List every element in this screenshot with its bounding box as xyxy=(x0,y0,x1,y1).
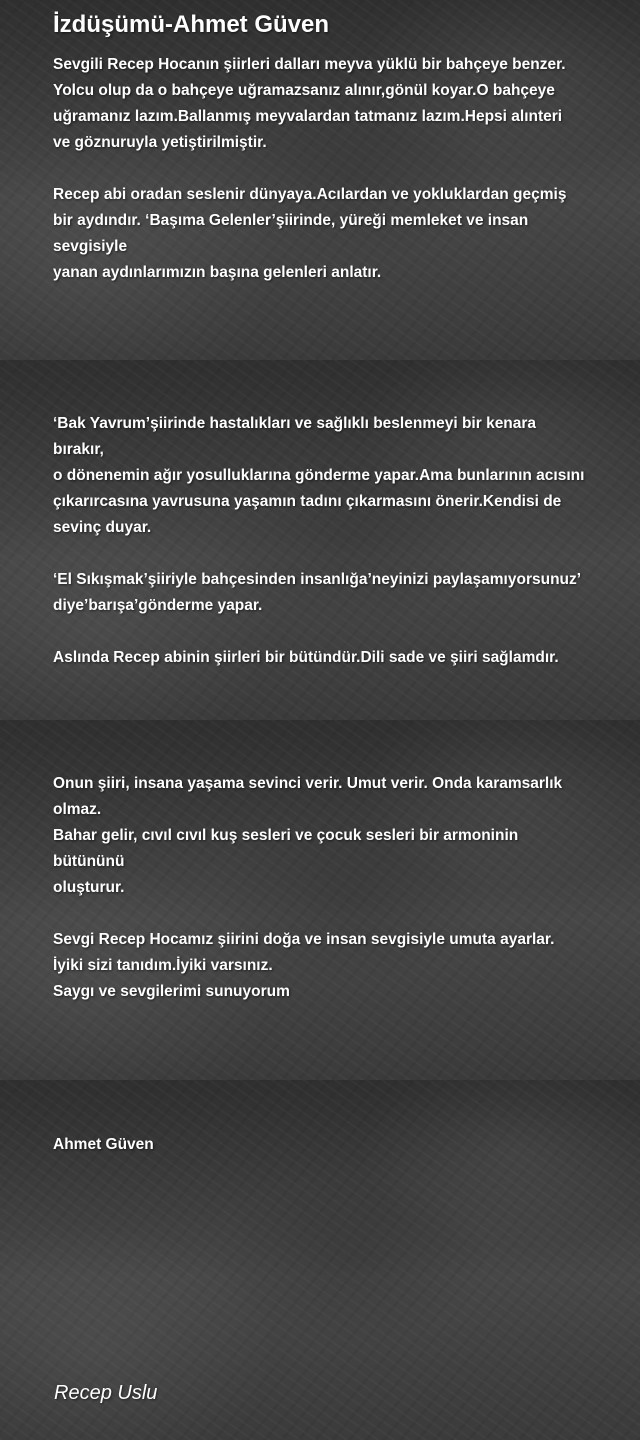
text-panel-3 xyxy=(0,720,640,1080)
text-line: Aslında Recep abinin şiirleri bir bütündür.Dili sade ve şiiri sağlamdır. xyxy=(53,649,559,666)
text-line: o dönenemin ağır yosulluklarına gönderme yapar.Ama bunlarının acısını xyxy=(53,467,585,484)
text-line: ‘El Sıkışmak’şiiriyle bahçesinden insanlığa’neyinizi paylaşamıyorsunuz’ xyxy=(53,571,582,588)
text-line xyxy=(53,901,613,927)
text-line: ve göznuruyla yetiştirilmiştir. xyxy=(53,134,267,151)
text-line: bir aydındır. ‘Başıma Gelenler’şiirinde, yüreği memleket ve insan xyxy=(53,212,529,229)
text-line: uğramanız lazım.Ballanmış meyvalardan tatmanız lazım.Hepsi alınteri xyxy=(53,108,563,125)
text-line: diye’barışa’gönderme yapar. xyxy=(53,597,263,614)
text-line xyxy=(53,541,613,567)
text-line: sevinç duyar. xyxy=(53,519,152,536)
text-line: Saygı ve sevgilerimi sunuyorum xyxy=(53,983,290,1000)
text-line: yanan aydınlarımızın başına gelenleri anlatır. xyxy=(53,264,382,281)
poet-signature: Recep Uslu xyxy=(54,1382,158,1404)
text-line: sevgisiyle xyxy=(53,238,128,255)
text-line: ‘Bak Yavrum’şiirinde hastalıkları ve sağlıklı beslenmeyi bir kenara xyxy=(53,415,537,432)
text-line xyxy=(53,156,613,182)
page-title: İzdüşümü-Ahmet Güven xyxy=(53,11,330,38)
text-line: bütününü xyxy=(53,853,125,870)
author-name: Ahmet Güven xyxy=(53,1136,154,1153)
text-panel-4 xyxy=(0,1080,640,1440)
text-line xyxy=(53,619,613,645)
text-line: Bahar gelir, cıvıl cıvıl kuş sesleri ve çocuk sesleri bir armoninin xyxy=(53,827,519,844)
text-line: İyiki sizi tanıdım.İyiki varsınız. xyxy=(53,957,273,974)
text-line: bırakır, xyxy=(53,441,104,458)
text-line: olmaz. xyxy=(53,801,102,818)
text-line: Onun şiiri, insana yaşama sevinci verir. Umut verir. Onda karamsarlık xyxy=(53,775,563,792)
text-line: Sevgi Recep Hocamız şiirini doğa ve insan sevgisiyle umuta ayarlar. xyxy=(53,931,555,948)
text-line: Recep abi oradan seslenir dünyaya.Acılardan ve yokluklardan geçmiş xyxy=(53,186,567,203)
text-panel-1 xyxy=(0,0,640,360)
text-line: çıkarırcasına yavrusuna yaşamın tadını çıkarmasını önerir.Kendisi de xyxy=(53,493,562,510)
text-line: Sevgili Recep Hocanın şiirleri dalları meyva yüklü bir bahçeye benzer. xyxy=(53,56,566,73)
paragraph-block-1 xyxy=(53,52,613,286)
paragraph-block-3 xyxy=(53,771,613,1005)
text-line: Yolcu olup da o bahçeye uğramazsanız alınır,gönül koyar.O bahçeye xyxy=(53,82,555,99)
paragraph-block-2 xyxy=(53,411,613,671)
text-line: oluşturur. xyxy=(53,879,125,896)
text-panel-2 xyxy=(0,360,640,720)
